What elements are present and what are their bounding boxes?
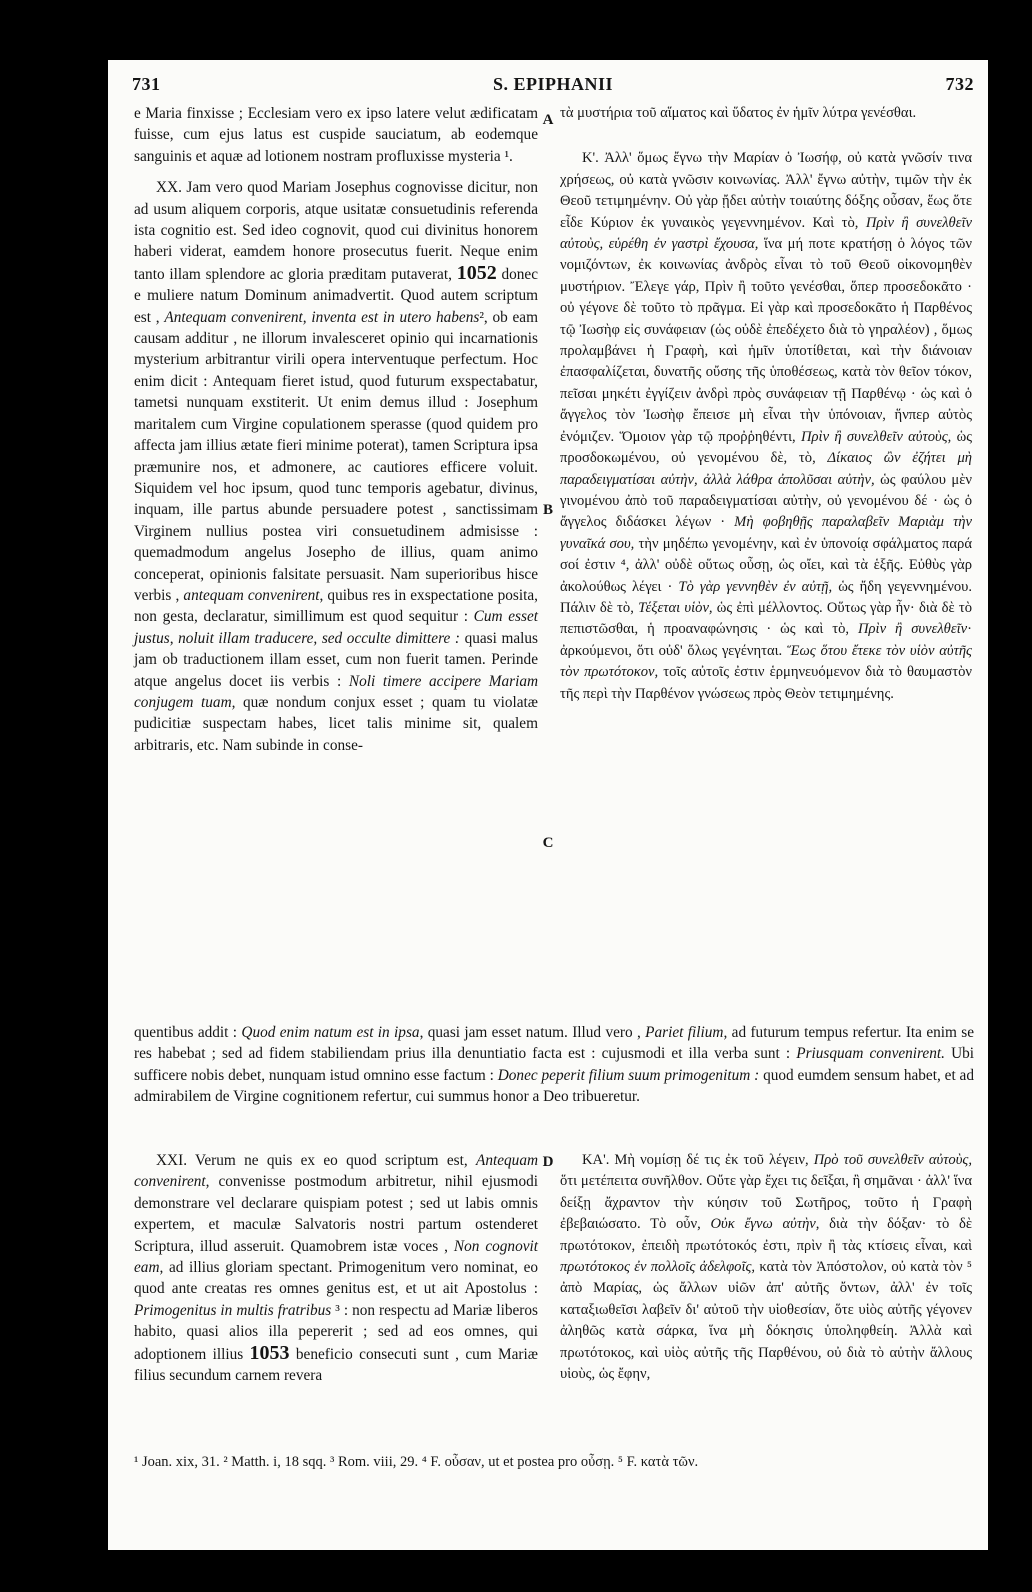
latin-column-upper [134,103,538,756]
footnote-text: ¹ Joan. xix, 31. ² Matth. i, 18 sqq. ³ Rom. viii, 29. ⁴ F. οὖσαν, ut et postea pro οὖσῃ. ⁵ F. κατὰ τῶν. [134,1454,699,1470]
latin-full-width-block [134,1022,974,1108]
margin-marker-a: A [542,112,554,128]
margin-marker-d: D [542,1154,554,1170]
column-number: 1052 [456,261,497,284]
latin-continuation: quentibus addit : Quod enim natum est in ipsa, quasi jam esset natum. Illud vero , Pariet filium, ad futurum tempus refertur. Ita enim se res habebat ; sed ad fidem stabiliendam prius illa denuntiatio facta est : cujusmodi et illa verba sunt : Priusquam convenirent. Ubi sufficere nobis debet, nunquam istud omnino esse factum : Donec peperit filium suum primogenitum : quod eumdem sensum habet, et ad admirabilem de Virgine cognitionem refertur, cui summus honor a Deo tribueretur. [134,1024,975,1106]
margin-marker-c: C [542,835,554,851]
footnotes [134,1452,974,1472]
column-number: 1053 [249,1341,290,1364]
page-number-left: 731 [132,74,161,94]
greek-paragraph: τὰ μυστήρια τοῦ αἵματος καὶ ὕδατος ἐν ἡμῖν λύτρα γενέσθαι. [560,105,917,121]
page-header [132,74,974,100]
latin-paragraph: e Maria finxisse ; Ecclesiam vero ex ipso latere velut ædificatam fuisse, cum ejus latus est cuspide sauciatum, ab eodemque sanguinis et aquæ ad lotionem nostram profluxisse mysteria ¹. [134,105,538,165]
greek-paragraph-ka: ΚΑ'. Μὴ νομίσῃ δέ τις ἐκ τοῦ λέγειν, Πρὸ τοῦ συνελθεῖν αὐτοὺς, ὅτι μετέπειτα συνῆλθον. Οὔτε γὰρ ἔχει τις δεῖξαι, ἢ σημᾶναι · ἀλλ' ἵνα δείξῃ ἄχραντον τὴν κύησιν τοῦ Σωτῆρος, τοῦτο ἡ Γραφὴ ἐβεβαιώσατο. Τὸ οὖν, Οὐκ ἔγνω αὐτὴν, διὰ τὴν δόξαν· τὸ δὲ πρωτότοκον, ἐπειδὴ πρωτότοκός ἐστι, πρὶν ἢ τὰς κτίσεις εἶναι, καὶ πρωτότοκος ἐν πολλοῖς ἀδελφοῖς, κατὰ τὸν Ἀπόστολον, οὐ κατὰ τὸν ⁵ ἀπὸ Μαρίας, ὡς ἄλλων υἱῶν ἀπ' αὐτῆς ὄντων, ἀλλ' ἐν τοῖς καταξιωθεῖσι λαβεῖν δι' αὐτοῦ τὴν υἱοθεσίαν, ὅτε υἱὸς αὐτῆς γέγονεν ἀληθῶς κατὰ σάρκα, ἵνα μὴ δόκησις ὑποληφθείη. Ἀλλὰ καὶ πρωτότοκος, καὶ υἱὸς αὐτῆς τῆς Παρθένου, οὐ διὰ τὸ αὐτὴν ἄλλους υἱοὺς, ὡς ἔφην, [560,1152,973,1383]
running-title: S. EPIPHANII [492,74,614,94]
book-page [108,60,988,1550]
latin-paragraph-xxi: XXI. Verum ne quis ex eo quod scriptum est, Antequam convenirent, convenisse postmodum arbitretur, nihil ejusmodi demonstrare vel declarare quispiam potest ; sed ut labis omnis expertem, et maculæ Salvatoris nostri partum ostenderet Scriptura, illud asseruit. Quamobrem istæ voces , Non cognovit eam, ad illius gloriam spectant. Primogenitum vero nominat, eo quod ante creatas res omnes genitus est, et ut ait Apostolus : Primogenitus in multis fratribus ³ : non respectu ad Mariæ liberos habito, quasi alios illa pepererit ; sed ad eos omnes, qui adoptionem illius 1053 beneficio consecuti sunt , cum Mariæ filius secundum carnem revera [134,1152,539,1385]
greek-paragraph-k: Κ'. Ἀλλ' ὅμως ἔγνω τὴν Μαρίαν ὁ Ἰωσήφ, οὐ κατὰ γνῶσίν τινα χρήσεως, οὐ κατὰ γνῶσιν κοινωνίας. Ἀλλ' ἔγνω αὐτὴν, τιμῶν τὴν ἐκ Θεοῦ τετιμημένην. Οὐ γὰρ ᾔδει αὐτὴν τοιαύτης δόξης οὖσαν, ἕως ὅτε εἶδε Κύριον ἐκ γυναικὸς γεγεννημένον. Καὶ τὸ, Πρὶν ἢ συνελθεῖν αὐτοὺς, εὑρέθη ἐν γαστρὶ ἔχουσα, ἵνα μή ποτε κρατήσῃ ὁ λόγος τῶν νομιζόντων, ἐκ κοινωνίας ἀνδρὸς εἶναι τὸ τοῦ Θεοῦ οἰκονομηθὲν μυστήριον. Ἔλεγε γάρ, Πρὶν ἢ τοῦτο γενέσθαι, ὅπερ προσεδοκᾶτο · οὐ γέγονε δὲ τοῦτο τὸ πρᾶγμα. Εἰ γὰρ καὶ προσεδοκᾶτο ἡ Παρθένος τῷ Ἰωσὴφ εἰς συνάφειαν (ὡς οὐδὲ ἐπεδέχετο διὰ τὸ γηραλέον) , ὅμως προλαμβάνει ἡ Γραφὴ, καὶ ἡμῖν ὑποτίθεται, καὶ τὴν διάνοιαν ἐπασφαλίζεται, δυνατῆς οὔσης τῆς ὑποθέσεως, κατὰ τὸν θεῖον τόκον, πεῖσαι μηκέτι ἐγγίζειν ἀνδρὶ πρὸς συνάφειαν τῇ Παρθένῳ · ὡς καὶ ὁ ἄγγελος τὸν Ἰωσὴφ ἔπεισε μὴ εἶναι τὴν ὑπόνοιαν, ἥνπερ αὐτὸς ἐνόμιζεν. Ὅμοιον γὰρ τῷ προῤῥηθέντι, Πρὶν ἢ συνελθεῖν αὐτοὺς, ὡς προσδοκωμένου, οὐ γενομένου δὲ, τὸ, Δίκαιος ὢν ἐζήτει μὴ παραδειγματίσαι αὐτὴν, ἀλλὰ λάθρα ἀπολῦσαι αὐτὴν, ὡς φαύλου μὲν γινομένου ἀπὸ τοῦ παραδειγματίσαι αὐτὴν, οὐ γενομένου δέ · ὡς ὁ ἄγγελος διδάσκει λέγων · Μὴ φοβηθῇς παραλαβεῖν Μαριὰμ τὴν γυναῖκά σου, τὴν μηδέπω γενομένην, καὶ ἐν ὑπονοίᾳ σφάλματος παρά σοί ἐστιν ⁴, ἀλλ' οὐδὲ οὕτως οὖσῃ, ὡς οἴει, καὶ τὰ ἑξῆς. Εὐθὺς γὰρ ἀκολούθως λέγει · Τὸ γὰρ γεννηθὲν ἐν αὐτῇ, ὡς ἤδη γεγεννημένου. Πάλιν δὲ τὸ, Τέξεται υἱὸν, ὡς ἐπὶ μέλλοντος. Οὕτως γὰρ ἦν· διὰ δὲ τὸ πεπιστῶσθαι, ἡ προαναφώνησις · ὡς καὶ τὸ, Πρὶν ἢ συνελθεῖν· ἀρκούμενοι, ὅτι οὐδ' ὅλως γεγένηται. Ἕως ὅτου ἔτεκε τὸν υἱὸν αὐτῆς τὸν πρωτότοκον, τοῖς αὐτοῖς ἐστιν ἑρμηνευόμενον διὰ τὸ θαυμαστὸν τῆς περὶ τὴν Παρθένον γνώσεως πρὸς Θεὸν τετιμημένης. [560,150,973,702]
greek-column-lower [560,1150,972,1385]
greek-column-upper [560,103,972,705]
margin-marker-b: B [542,502,553,518]
page-number-right: 732 [945,74,974,94]
latin-column-lower [134,1150,538,1386]
latin-paragraph-xx: XX. Jam vero quod Mariam Josephus cognovisse dicitur, non ad usum aliquem corporis, atque usitatæ consuetudinis referenda ista cognitio est. Sed ideo cognovit, quod cui divinitus honorem haberi viderat, eamdem honore prosecutus fuerit. Neque enim tanto illam splendore ac gloria præditam putaverat, 1052 donec e muliere natum Dominum animadvertit. Quod autem scriptum est , Antequam convenirent, inventa est in utero habens², ob eam causam additur , ne illorum invalesceret opinio qui incarnationis mysterium arbitrantur virili opera interventuque perfectum. Hoc enim dicit : Antequam fieret istud, quod futurum exspectabatur, tametsi nunquam exstiterit. Ut enim demus illud : Josephum maritalem cum Virgine copulationem sperasse (quod quidem pro affecta jam illius ætate fieri minime poterat), tamen Scriptura ipsa præmunire nos, et admonere, ac cautiores efficere voluit. Siquidem vel hoc ipsum, quod tunc temporis agebatur, divinus, inquam, ille partus abunde persuadere potest , sanctissimam Virginem nullius postea viri consuetudinem admisisse : quemadmodum angelus Josepho de illius, quam animo conceperat, opinionis falsitate persuasit. Nam superioribus hisce verbis , antequam convenirent, quibus res in exspectatione posita, non gesta, declaratur, simillimum est quod sequitur : Cum esset justus, noluit illam traducere, sed occulte dimittere : quasi malus jam ob traductionem illam esset, cum non fuerit tamen. Perinde atque angelus docet iis verbis : Noli timere accipere Mariam conjugem tuam, quæ nondum conjux esset ; quam tu violatæ pudicitiæ suspectam habes, licet talis minime sit, qualem arbitraris, etc. Nam subinde in conse- [134,179,539,754]
